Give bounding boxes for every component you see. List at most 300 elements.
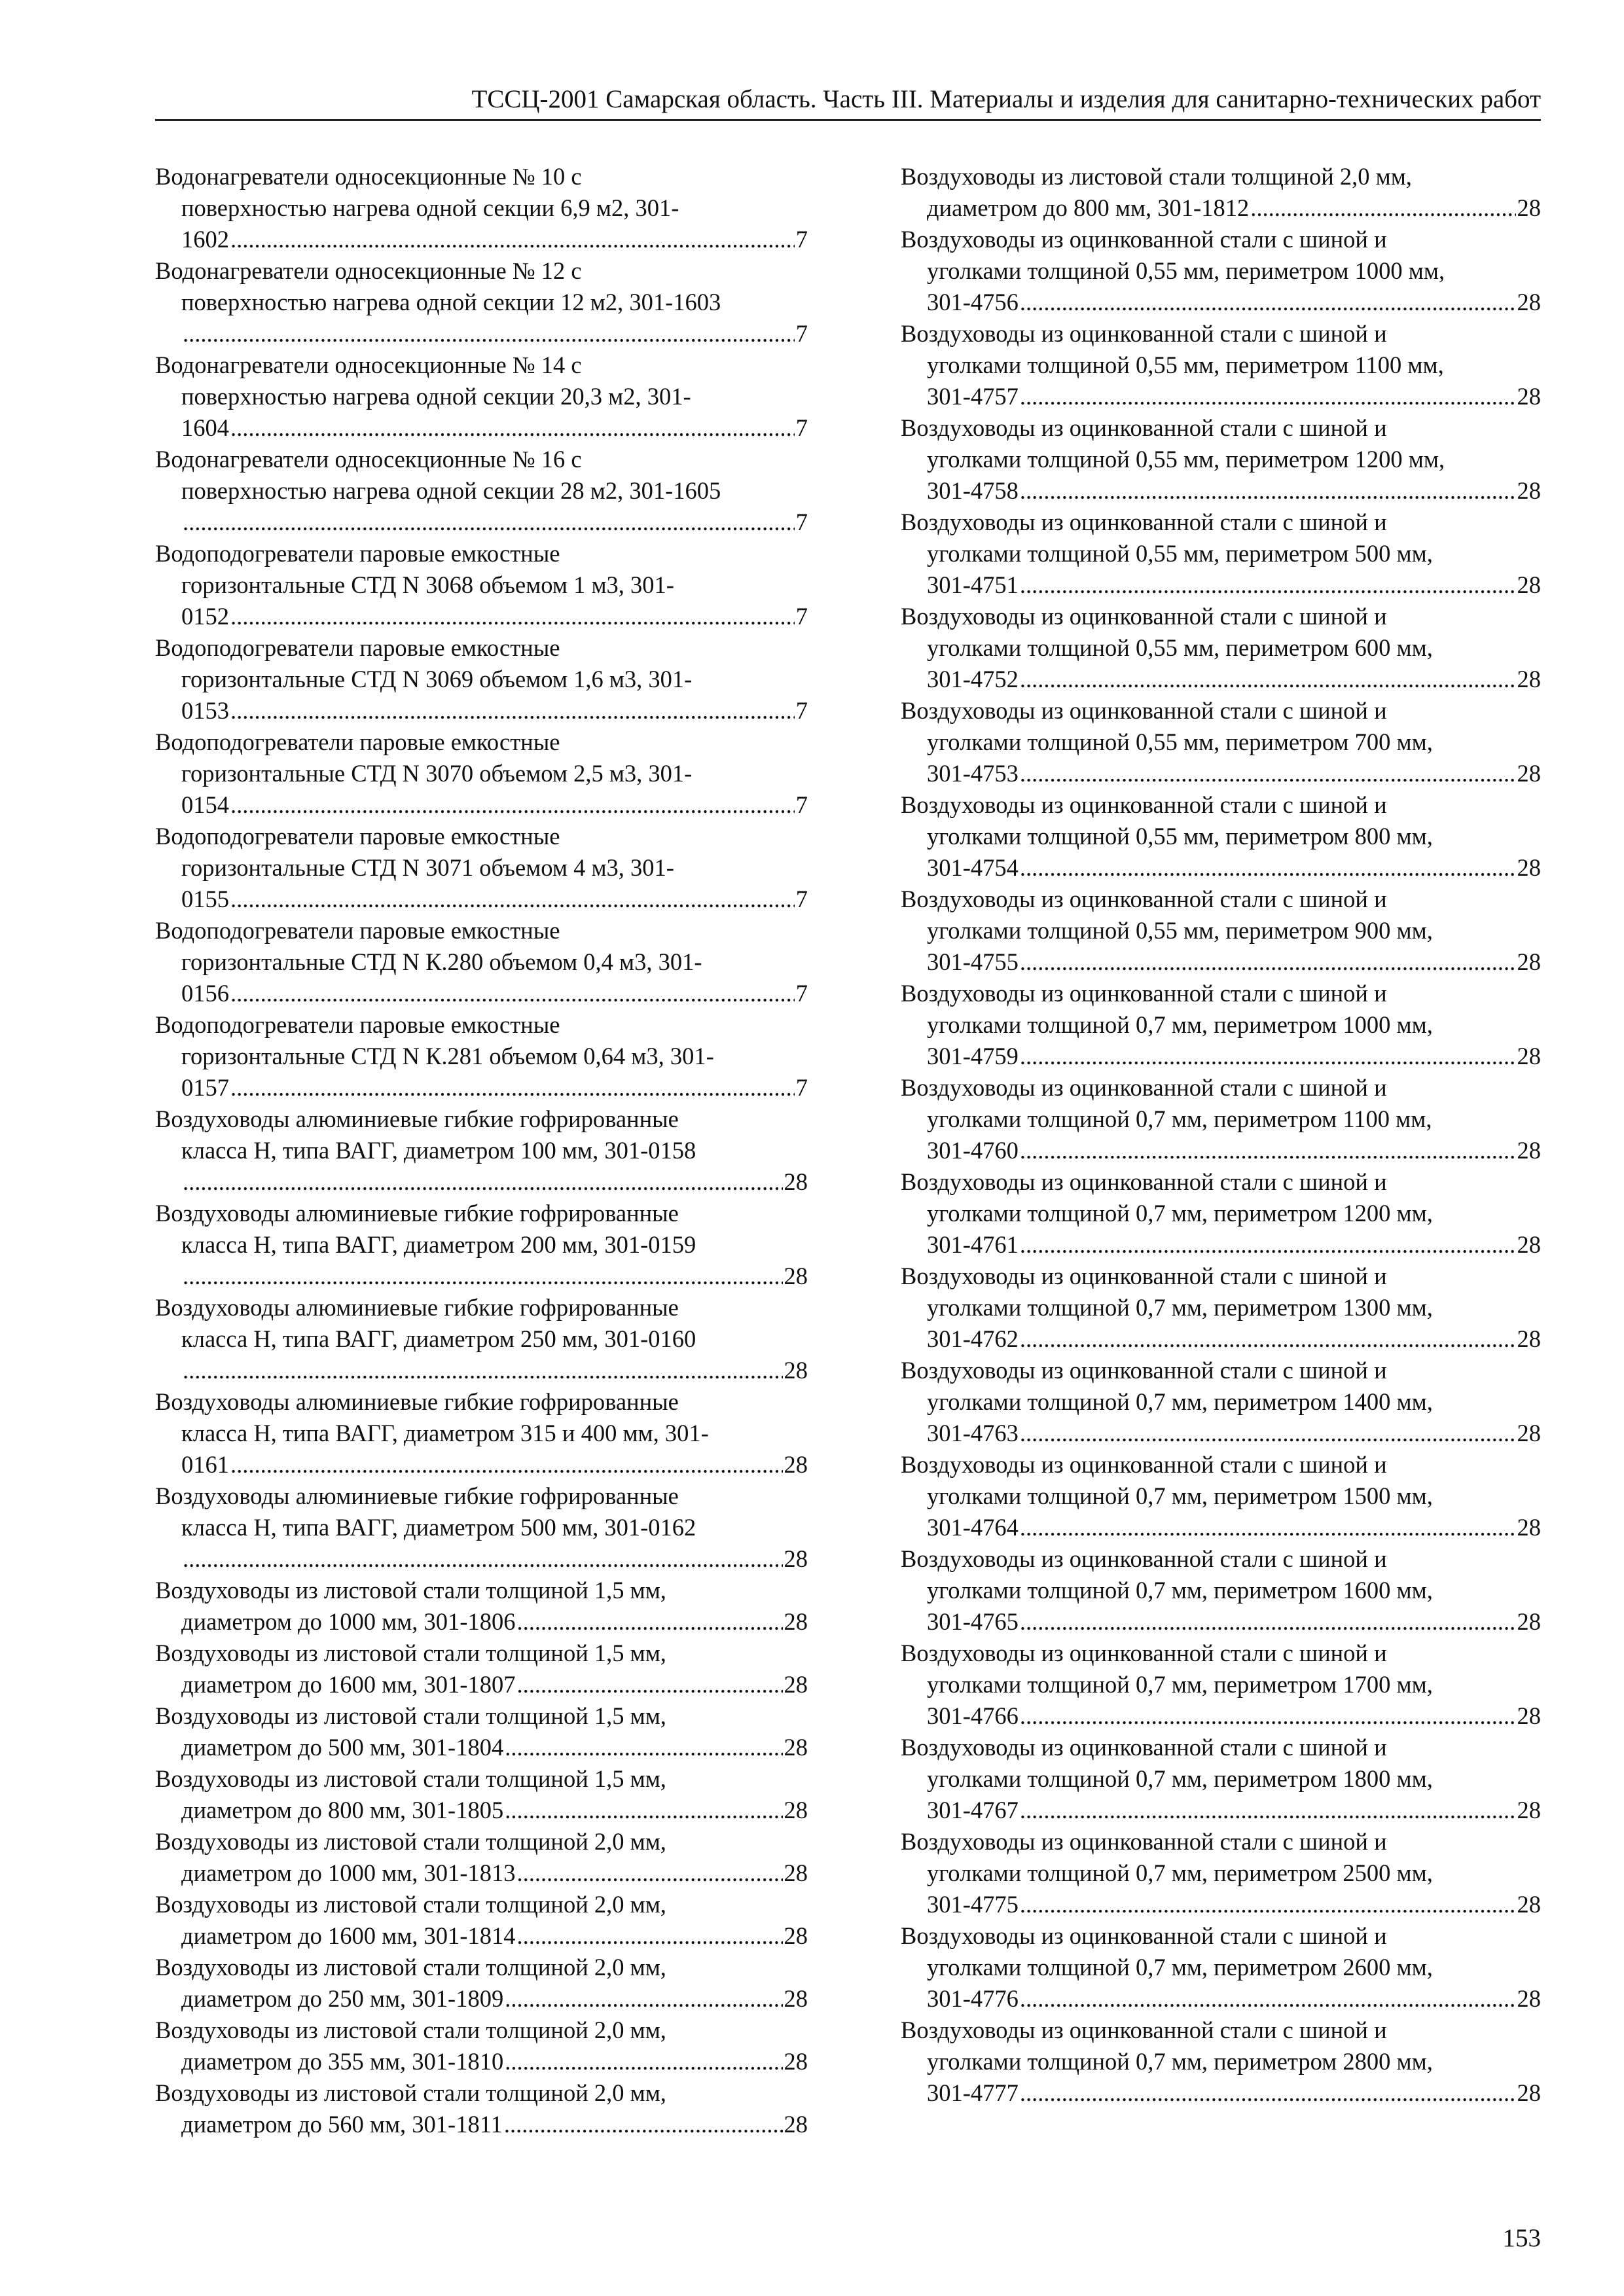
index-entry-line: Воздуховоды из оцинкованной стали с шиной и [901,1451,1387,1478]
index-entry [155,161,808,255]
index-entry [155,350,808,444]
index-entry-page: 28 [1517,1797,1541,1823]
index-entry-line: Воздуховоды из оцинкованной стали с шиной и [901,414,1387,441]
index-entry-line: Воздуховоды алюминиевые гибкие гофрированные [155,1388,679,1415]
dot-leader [1020,946,1516,978]
index-entry-line: Воздуховоды из оцинкованной стали с шиной и [901,320,1387,347]
index-entry [901,695,1541,789]
index-entry-line: Воздуховоды из листовой стали толщиной 2,0 мм, [155,1954,666,1981]
index-entry-line: Воздуховоды из оцинкованной стали с шиной и [901,791,1387,818]
index-entry-line: Воздуховоды из оцинкованной стали с шиной и [901,697,1387,724]
index-entry-line: уголками толщиной 0,55 мм, периметром 800 мм, [927,823,1433,850]
index-entry-last-line [901,381,1541,412]
dot-leader [183,1543,783,1575]
index-entry-line: Воздуховоды из листовой стали толщиной 2,0 мм, [155,1828,666,1855]
dot-leader [516,1857,782,1889]
index-entry-last-line [155,1543,808,1575]
dot-leader [1020,1323,1516,1355]
index-entry-line: уголками толщиной 0,7 мм, периметром 1800 мм, [927,1765,1433,1792]
index-entry [901,1826,1541,1920]
index-entry [901,884,1541,978]
index-entry-line: Воздуховоды из оцинкованной стали с шиной и [901,2017,1387,2043]
index-entry-last-line [155,1857,808,1889]
dot-leader [504,2109,783,2140]
index-entry-page: 28 [1517,477,1541,504]
index-entry-code: 301-4763 [927,1420,1019,1446]
dot-leader [505,2046,782,2077]
index-entry-last-line [901,946,1541,978]
index-entry-line: Водоподогреватели паровые емкостные [155,917,560,944]
index-entry-line: Воздуховоды алюминиевые гибкие гофрированные [155,1105,679,1132]
index-column-left [155,161,808,2140]
index-entry-code: 1602 [181,226,229,253]
index-entry-line: горизонтальные СТД N К.280 объемом 0,4 м3, 301- [181,948,702,975]
index-entry-code: диаметром до 1600 мм, 301-1814 [181,1922,516,1949]
index-entry-code: 0154 [181,791,229,818]
index-entry-line: Водонагреватели односекционные № 14 с [155,351,582,378]
index-entry-page: 7 [795,886,808,912]
index-entry-code: 0157 [181,1074,229,1101]
index-entry [155,1386,808,1480]
index-entry-line: Воздуховоды из оцинкованной стали с шиной и [901,1545,1387,1572]
index-entry-last-line [901,1135,1541,1166]
index-entry-last-line [155,1669,808,1700]
index-entry-last-line [155,1920,808,1952]
dot-leader [230,412,795,444]
index-entry-last-line [155,318,808,350]
index-entry-page: 28 [1517,1985,1541,2012]
index-entry-page: 28 [784,1734,808,1761]
index-entry-line: уголками толщиной 0,55 мм, периметром 1100 мм, [927,351,1444,378]
index-entry-line: уголками толщиной 0,7 мм, периметром 2800 мм, [927,2048,1433,2075]
index-entry-code: диаметром до 500 мм, 301-1804 [181,1734,504,1761]
index-entry [155,2015,808,2077]
index-entry-last-line [155,1449,808,1480]
index-entry-page: 28 [1517,1420,1541,1446]
dot-leader [1020,1512,1516,1543]
index-entry-last-line [155,1355,808,1386]
index-entry-page: 28 [784,1859,808,1886]
dot-leader [183,1355,783,1386]
index-entry-line: Воздуховоды алюминиевые гибкие гофрированные [155,1294,679,1321]
index-entry-page: 28 [784,1797,808,1823]
index-entry-line: класса Н, типа ВАГГ, диаметром 200 мм, 301-0159 [181,1231,696,1258]
index-entry-line: уголками толщиной 0,55 мм, периметром 700 мм, [927,728,1433,755]
dot-leader [183,318,795,350]
dot-leader [230,789,795,821]
dot-leader [516,1606,782,1638]
index-entry-last-line [901,1795,1541,1826]
index-entry-page: 28 [1517,571,1541,598]
index-entry-line: Водонагреватели односекционные № 12 с [155,257,582,284]
dot-leader [1020,1041,1516,1072]
index-entry-line: Воздуховоды из оцинкованной стали с шиной и [901,886,1387,912]
index-entry-last-line [901,664,1541,695]
index-entry-page: 7 [795,980,808,1007]
index-entry-code: 301-4758 [927,477,1019,504]
index-entry-last-line [155,978,808,1009]
index-entry-line: Воздуховоды из оцинкованной стали с шиной и [901,1263,1387,1289]
index-entry-page: 28 [1517,1043,1541,1069]
index-entry-last-line [155,1983,808,2015]
index-entry-last-line [901,1983,1541,2015]
index-entry-page: 7 [795,414,808,441]
index-entry-last-line [901,758,1541,789]
dot-leader [1020,1983,1516,2015]
dot-leader [1020,2077,1516,2109]
index-entry-code: 301-4760 [927,1137,1019,1164]
index-entry-line: уголками толщиной 0,55 мм, периметром 1200 мм, [927,446,1445,473]
running-header: ТССЦ-2001 Самарская область. Часть III. Материалы и изделия для санитарно-технических работ [471,85,1541,113]
index-entry-last-line [901,2077,1541,2109]
dot-leader [230,695,795,726]
dot-leader [230,224,795,255]
index-entry [155,1952,808,2015]
index-entry-line: класса Н, типа ВАГГ, диаметром 250 мм, 301-0160 [181,1325,696,1352]
index-entry-line: горизонтальные СТД N 3068 объемом 1 м3, 301- [181,571,674,598]
index-entry-code: 0152 [181,603,229,630]
index-entry-line: уголками толщиной 0,55 мм, периметром 1000 мм, [927,257,1445,284]
index-entry [155,1009,808,1103]
index-entry-page: 28 [784,2048,808,2075]
index-entry-line: Водоподогреватели паровые емкостные [155,540,560,567]
index-entry [155,444,808,538]
index-entry-line: Водонагреватели односекционные № 10 с [155,163,582,190]
index-entry-line: Воздуховоды алюминиевые гибкие гофрированные [155,1482,679,1509]
index-entry-code: 301-4767 [927,1797,1019,1823]
index-entry-page: 28 [784,1922,808,1949]
index-entry [901,978,1541,1072]
index-entry [155,538,808,632]
index-entry-code: 301-4761 [927,1231,1019,1258]
index-entry-code: 301-4754 [927,854,1019,881]
index-entry [155,1700,808,1763]
index-entry-code: 301-4756 [927,289,1019,315]
index-entry-line: уголками толщиной 0,7 мм, периметром 1700 мм, [927,1671,1433,1698]
index-entry-last-line [901,1323,1541,1355]
index-entry-page: 28 [784,1545,808,1572]
index-entry-line: Воздуховоды из оцинкованной стали с шиной и [901,603,1387,630]
index-entry-line: уголками толщиной 0,7 мм, периметром 1000 мм, [927,1011,1433,1038]
dot-leader [1020,1135,1516,1166]
dot-leader [183,507,795,538]
index-entry [901,224,1541,318]
index-entry [901,1449,1541,1543]
dot-leader [1020,287,1516,318]
index-entry-line: класса Н, типа ВАГГ, диаметром 100 мм, 301-0158 [181,1137,696,1164]
index-entry [901,318,1541,412]
index-entry-last-line [155,1261,808,1292]
dot-leader [1020,381,1516,412]
index-entry-line: Водоподогреватели паровые емкостные [155,634,560,661]
index-entry [155,1575,808,1638]
dot-leader [1020,475,1516,507]
index-entry-last-line [155,884,808,915]
dot-leader [505,1732,782,1763]
index-entry [901,1355,1541,1449]
index-entry-code: 0153 [181,697,229,724]
index-entry [901,1072,1541,1166]
index-entry-page: 28 [784,1671,808,1698]
dot-leader [1020,758,1516,789]
index-entry-line: класса Н, типа ВАГГ, диаметром 500 мм, 301-0162 [181,1514,696,1541]
index-entry-line: поверхностью нагрева одной секции 12 м2, 301-1603 [181,289,721,315]
dot-leader [1020,1606,1516,1638]
dot-leader [505,1795,782,1826]
index-entry-line: Воздуховоды из оцинкованной стали с шиной и [901,1828,1387,1855]
index-entry-last-line [155,1795,808,1826]
index-entry-page: 28 [1517,383,1541,410]
index-entry-line: класса Н, типа ВАГГ, диаметром 315 и 400 мм, 301- [181,1420,709,1446]
index-entry [155,632,808,726]
index-entry-line: горизонтальные СТД N 3069 объемом 1,6 м3, 301- [181,666,693,692]
index-entry-page: 7 [795,697,808,724]
index-entry-code: диаметром до 250 мм, 301-1809 [181,1985,504,2012]
index-entry [901,412,1541,507]
index-entry-last-line [901,1229,1541,1261]
index-entry-page: 28 [784,1357,808,1384]
index-entry-line: горизонтальные СТД N К.281 объемом 0,64 м3, 301- [181,1043,714,1069]
index-entry-page: 28 [1517,1325,1541,1352]
index-entry-code: 301-4764 [927,1514,1019,1541]
index-entry-code: 0155 [181,886,229,912]
index-entry-page: 28 [784,1168,808,1195]
index-entry-page: 28 [1517,289,1541,315]
index-entry-code: диаметром до 355 мм, 301-1810 [181,2048,504,2075]
index-entry-page: 7 [795,1074,808,1101]
index-entry-line: Воздуховоды из листовой стали толщиной 1,5 мм, [155,1765,666,1792]
index-entry [901,601,1541,695]
dot-leader [505,1983,782,2015]
index-entry-line: уголками толщиной 0,55 мм, периметром 600 мм, [927,634,1433,661]
index-entry-line: Воздуховоды из оцинкованной стали с шиной и [901,226,1387,253]
index-entry-last-line [901,1889,1541,1920]
index-entry [155,255,808,350]
header-rule [155,119,1541,121]
index-entry-line: уголками толщиной 0,7 мм, периметром 1400 мм, [927,1388,1433,1415]
dot-leader [1250,192,1515,224]
index-entry-line: уголками толщиной 0,55 мм, периметром 900 мм, [927,917,1433,944]
index-entry-page: 28 [1517,948,1541,975]
dot-leader [516,1920,782,1952]
index-entry-code: диаметром до 560 мм, 301-1811 [181,2111,503,2138]
index-entry-last-line [155,1166,808,1198]
index-entry-page: 7 [795,509,808,535]
index-entry-code: 301-4766 [927,1702,1019,1729]
dot-leader [230,884,795,915]
index-entry-page: 28 [1517,854,1541,881]
dot-leader [1020,1700,1516,1732]
dot-leader [1020,1418,1516,1449]
index-entry [155,2077,808,2140]
index-entry-last-line [901,1041,1541,1072]
index-entry-last-line [155,1732,808,1763]
index-entry-last-line [901,1700,1541,1732]
index-entry-last-line [155,695,808,726]
dot-leader [1020,1889,1516,1920]
index-entry [155,1763,808,1826]
index-entry-line: Воздуховоды из оцинкованной стали с шиной и [901,1074,1387,1101]
index-entry-last-line [901,1606,1541,1638]
index-entry-page: 28 [1517,1231,1541,1258]
index-entry-line: Воздуховоды из листовой стали толщиной 2,0 мм, [155,1891,666,1918]
index-entry-line: Воздуховоды алюминиевые гибкие гофрированные [155,1200,679,1227]
index-entry-line: Воздуховоды из оцинкованной стали с шиной и [901,1357,1387,1384]
index-entry-line: Воздуховоды из оцинкованной стали с шиной и [901,1168,1387,1195]
index-entry-page: 7 [795,791,808,818]
index-entry [901,1166,1541,1261]
index-entry [901,1638,1541,1732]
index-entry-code: 301-4776 [927,1985,1019,2012]
index-entry-line: Воздуховоды из листовой стали толщиной 2,0 мм, [155,2017,666,2043]
index-entry-line: горизонтальные СТД N 3070 объемом 2,5 м3, 301- [181,760,693,787]
index-entry-code: диаметром до 1600 мм, 301-1807 [181,1671,516,1698]
index-entry-code: диаметром до 1000 мм, 301-1806 [181,1608,516,1635]
index-entry-last-line [155,2109,808,2140]
index-entry-line: Водоподогреватели паровые емкостные [155,728,560,755]
index-entry-line: горизонтальные СТД N 3071 объемом 4 м3, 301- [181,854,674,881]
index-entry [155,1826,808,1889]
index-entry-code: 301-4752 [927,666,1019,692]
index-entry-page: 28 [784,1451,808,1478]
index-entry [155,915,808,1009]
index-entry-line: Воздуховоды из листовой стали толщиной 2,0 мм, [901,163,1412,190]
index-entry [155,1638,808,1700]
index-entry-code: 301-4755 [927,948,1019,975]
index-entry-line: Воздуховоды из оцинкованной стали с шиной и [901,1922,1387,1949]
index-entry-page: 7 [795,226,808,253]
index-entry-line: уголками толщиной 0,7 мм, периметром 1500 мм, [927,1482,1433,1509]
index-entry [901,507,1541,601]
dot-leader [1020,1229,1516,1261]
index-entry-page: 28 [1517,1608,1541,1635]
index-entry-code: диаметром до 1000 мм, 301-1813 [181,1859,516,1886]
index-entry-last-line [155,1072,808,1103]
index-entry-line: Воздуховоды из листовой стали толщиной 1,5 мм, [155,1640,666,1666]
dot-leader [230,978,795,1009]
index-entry-code: 301-4765 [927,1608,1019,1635]
dot-leader [183,1261,783,1292]
index-entry-code: диаметром до 800 мм, 301-1805 [181,1797,504,1823]
index-entry-last-line [901,192,1541,224]
index-entry-code: 301-4762 [927,1325,1019,1352]
page-number: 153 [1502,2224,1541,2252]
index-entry-line: поверхностью нагрева одной секции 20,3 м2, 301- [181,383,691,410]
index-entry-last-line [155,224,808,255]
index-entry-last-line [901,852,1541,884]
index-entry-page: 7 [795,603,808,630]
index-entry-code: 1604 [181,414,229,441]
index-entry-last-line [155,601,808,632]
index-entry [901,1543,1541,1638]
index-entry-code: 301-4759 [927,1043,1019,1069]
index-entry-page: 7 [795,320,808,347]
index-entry-code: 301-4777 [927,2079,1019,2106]
index-entry-code: диаметром до 800 мм, 301-1812 [927,194,1250,221]
index-entry-last-line [155,789,808,821]
index-entry-last-line [155,412,808,444]
index-entry [901,161,1541,224]
index-entry-page: 28 [1517,194,1541,221]
index-entry-line: Воздуховоды из оцинкованной стали с шиной и [901,1734,1387,1761]
index-entry [155,1198,808,1292]
index-entry-line: Водоподогреватели паровые емкостные [155,1011,560,1038]
index-entry-line: уголками толщиной 0,7 мм, периметром 1100 мм, [927,1105,1432,1132]
index-entry-line: уголками толщиной 0,7 мм, периметром 2500 мм, [927,1859,1433,1886]
index-entry-line: уголками толщиной 0,7 мм, периметром 2600 мм, [927,1954,1433,1981]
dot-leader [230,1072,795,1103]
dot-leader [183,1166,783,1198]
index-entry [155,1292,808,1386]
index-entry-line: уголками толщиной 0,55 мм, периметром 500 мм, [927,540,1433,567]
index-column-right [901,161,1541,2109]
index-entry-code: 0161 [181,1451,229,1478]
index-entry [155,726,808,821]
index-entry-page: 28 [784,1985,808,2012]
index-entry-line: уголками толщиной 0,7 мм, периметром 1600 мм, [927,1577,1433,1604]
dot-leader [230,601,795,632]
index-entry-line: Воздуховоды из оцинкованной стали с шиной и [901,980,1387,1007]
index-entry-page: 28 [1517,2079,1541,2106]
index-entry-last-line [155,1606,808,1638]
index-entry-line: Воздуховоды из листовой стали толщиной 1,5 мм, [155,1702,666,1729]
dot-leader [1020,569,1516,601]
index-entry-last-line [901,1418,1541,1449]
dot-leader [516,1669,782,1700]
index-entry-code: 301-4757 [927,383,1019,410]
index-entry-page: 28 [1517,666,1541,692]
index-entry [901,1261,1541,1355]
index-entry-line: Воздуховоды из листовой стали толщиной 2,0 мм, [155,2079,666,2106]
index-entry-page: 28 [1517,1514,1541,1541]
index-entry-code: 301-4775 [927,1891,1019,1918]
dot-leader [230,1449,783,1480]
index-entry-line: Воздуховоды из оцинкованной стали с шиной и [901,1640,1387,1666]
index-entry-last-line [901,1512,1541,1543]
index-entry-code: 0156 [181,980,229,1007]
index-entry-last-line [901,569,1541,601]
index-entry-line: уголками толщиной 0,7 мм, периметром 1200 мм, [927,1200,1433,1227]
index-entry [901,1920,1541,2015]
index-entry [155,821,808,915]
index-entry-line: Воздуховоды из оцинкованной стали с шиной и [901,509,1387,535]
index-entry-last-line [901,287,1541,318]
dot-leader [1020,852,1516,884]
index-entry [901,2015,1541,2109]
index-entry-code: 301-4753 [927,760,1019,787]
index-entry-page: 28 [784,2111,808,2138]
index-entry-last-line [901,475,1541,507]
index-entry-line: Водоподогреватели паровые емкостные [155,823,560,850]
index-entry-page: 28 [1517,1702,1541,1729]
index-entry-last-line [155,507,808,538]
index-entry-line: Водонагреватели односекционные № 16 с [155,446,582,473]
index-entry [155,1889,808,1952]
index-entry-page: 28 [1517,760,1541,787]
index-entry-last-line [155,2046,808,2077]
index-entry [901,1732,1541,1826]
index-entry-line: Воздуховоды из листовой стали толщиной 1,5 мм, [155,1577,666,1604]
index-entry [155,1103,808,1198]
index-entry [155,1480,808,1575]
dot-leader [1020,664,1516,695]
index-entry-page: 28 [784,1263,808,1289]
index-entry-page: 28 [1517,1891,1541,1918]
index-entry-page: 28 [1517,1137,1541,1164]
index-entry-code: 301-4751 [927,571,1019,598]
index-entry-line: поверхностью нагрева одной секции 28 м2, 301-1605 [181,477,721,504]
index-entry-line: поверхностью нагрева одной секции 6,9 м2, 301- [181,194,679,221]
